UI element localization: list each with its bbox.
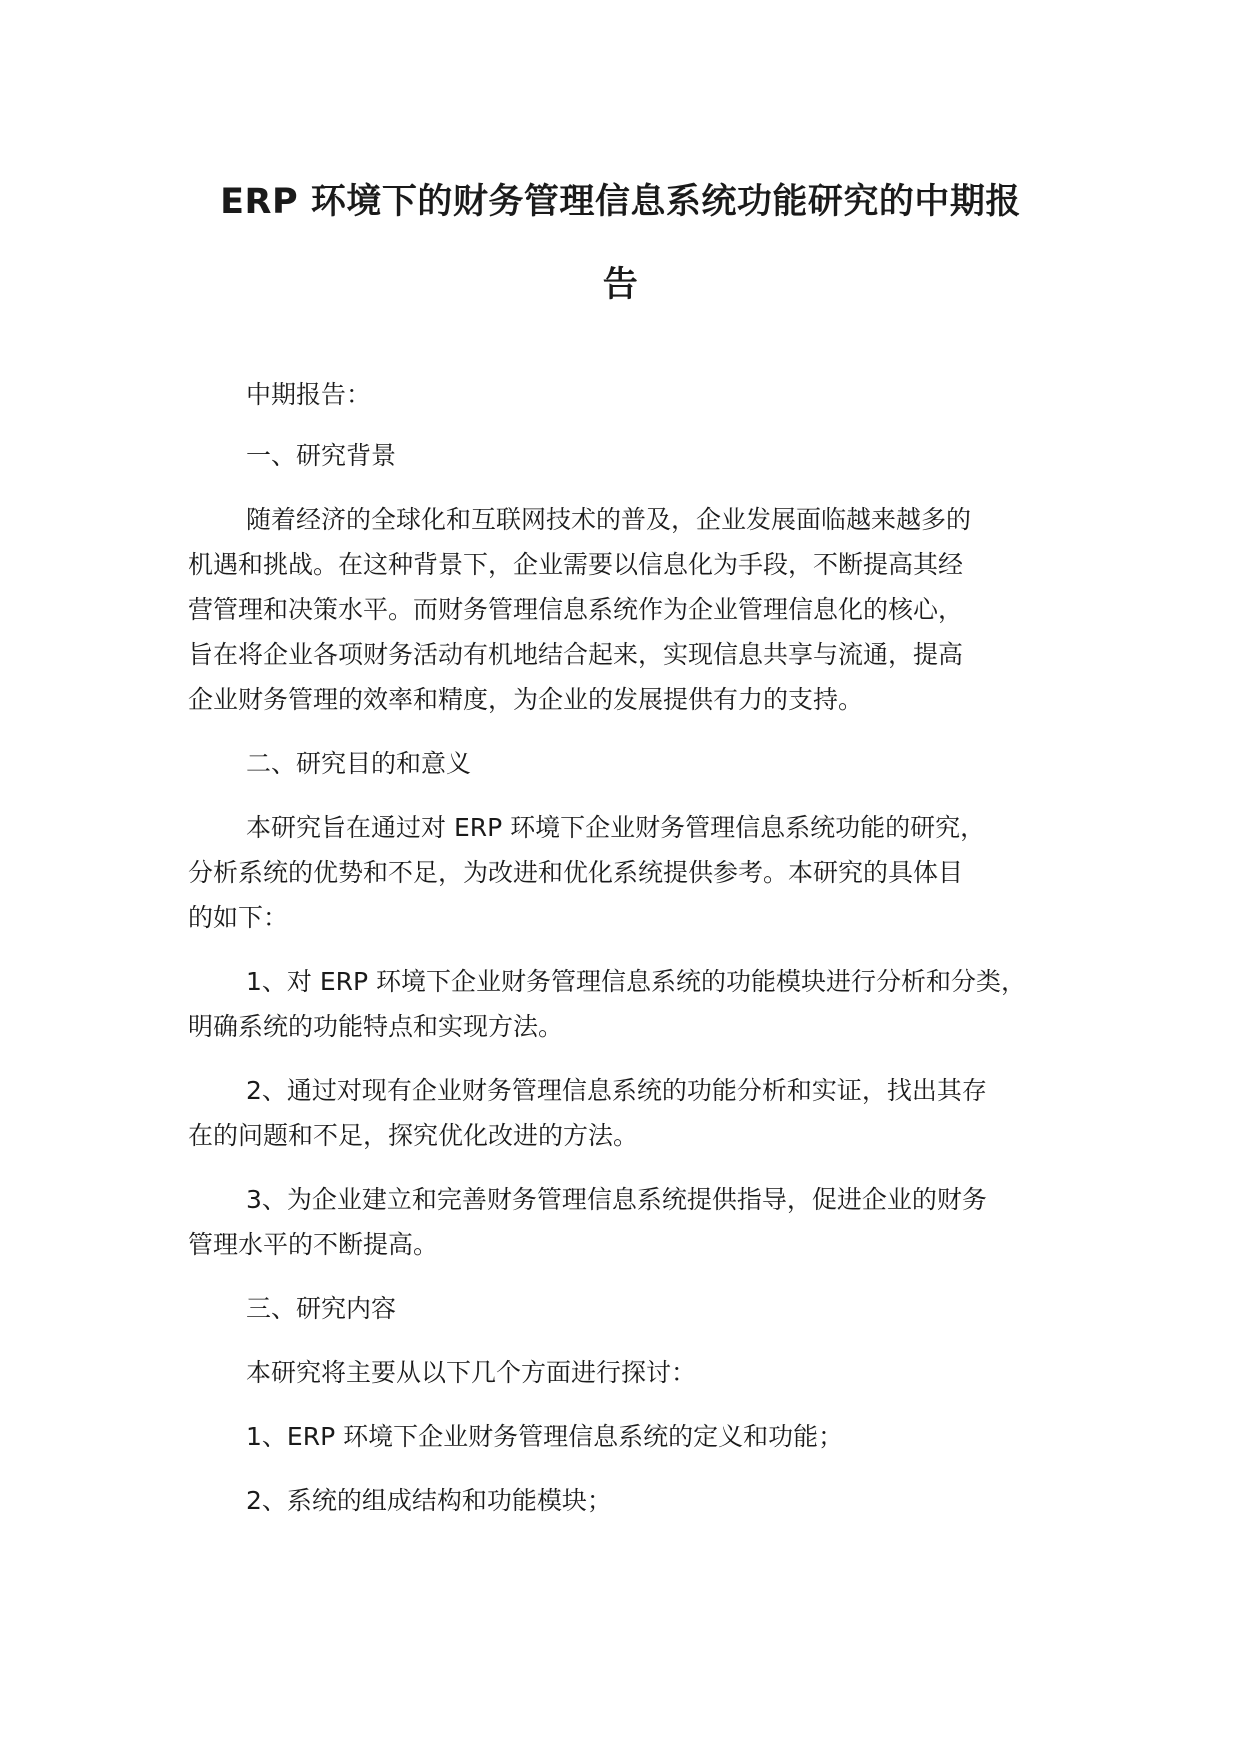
section-heading-content: 三、研究内容 <box>246 1294 397 1323</box>
list-item-line: 在的问题和不足，探究优化改进的方法。 <box>188 1121 639 1150</box>
document-title-line-2: 告 <box>602 265 639 305</box>
heading-interim-report: 中期报告： <box>246 380 372 409</box>
paragraph-line: 旨在将企业各项财务活动有机地结合起来，实现信息共享与流通，提高 <box>188 640 964 669</box>
paragraph-line: 分析系统的优势和不足，为改进和优化系统提供参考。本研究的具体目 <box>188 858 964 887</box>
list-item-line: 1、ERP 环境下企业财务管理信息系统的定义和功能； <box>246 1422 844 1451</box>
list-item-line: 3、为企业建立和完善财务管理信息系统提供指导，促进企业的财务 <box>246 1185 987 1214</box>
paragraph-line: 营管理和决策水平。而财务管理信息系统作为企业管理信息化的核心， <box>188 595 964 624</box>
paragraph-line: 本研究旨在通过对 ERP 环境下企业财务管理信息系统功能的研究， <box>246 813 986 842</box>
list-item-line: 管理水平的不断提高。 <box>188 1230 439 1259</box>
list-item-line: 明确系统的功能特点和实现方法。 <box>188 1012 564 1041</box>
list-item-line: 2、通过对现有企业财务管理信息系统的功能分析和实证，找出其存 <box>246 1076 987 1105</box>
paragraph-line: 的如下： <box>188 903 289 932</box>
list-item-line: 1、对 ERP 环境下企业财务管理信息系统的功能模块进行分析和分类， <box>246 967 1027 996</box>
list-item-line: 2、系统的组成结构和功能模块； <box>246 1486 612 1515</box>
section-heading-purpose: 二、研究目的和意义 <box>246 749 472 778</box>
paragraph-line: 企业财务管理的效率和精度，为企业的发展提供有力的支持。 <box>188 685 864 714</box>
section-heading-background: 一、研究背景 <box>246 441 397 470</box>
paragraph-line: 随着经济的全球化和互联网技术的普及，企业发展面临越来越多的 <box>246 505 972 534</box>
document-title-line-1: ERP 环境下的财务管理信息系统功能研究的中期报 <box>220 182 1021 222</box>
paragraph-line: 本研究将主要从以下几个方面进行探讨： <box>246 1358 697 1387</box>
paragraph-line: 机遇和挑战。在这种背景下，企业需要以信息化为手段，不断提高其经 <box>188 550 964 579</box>
